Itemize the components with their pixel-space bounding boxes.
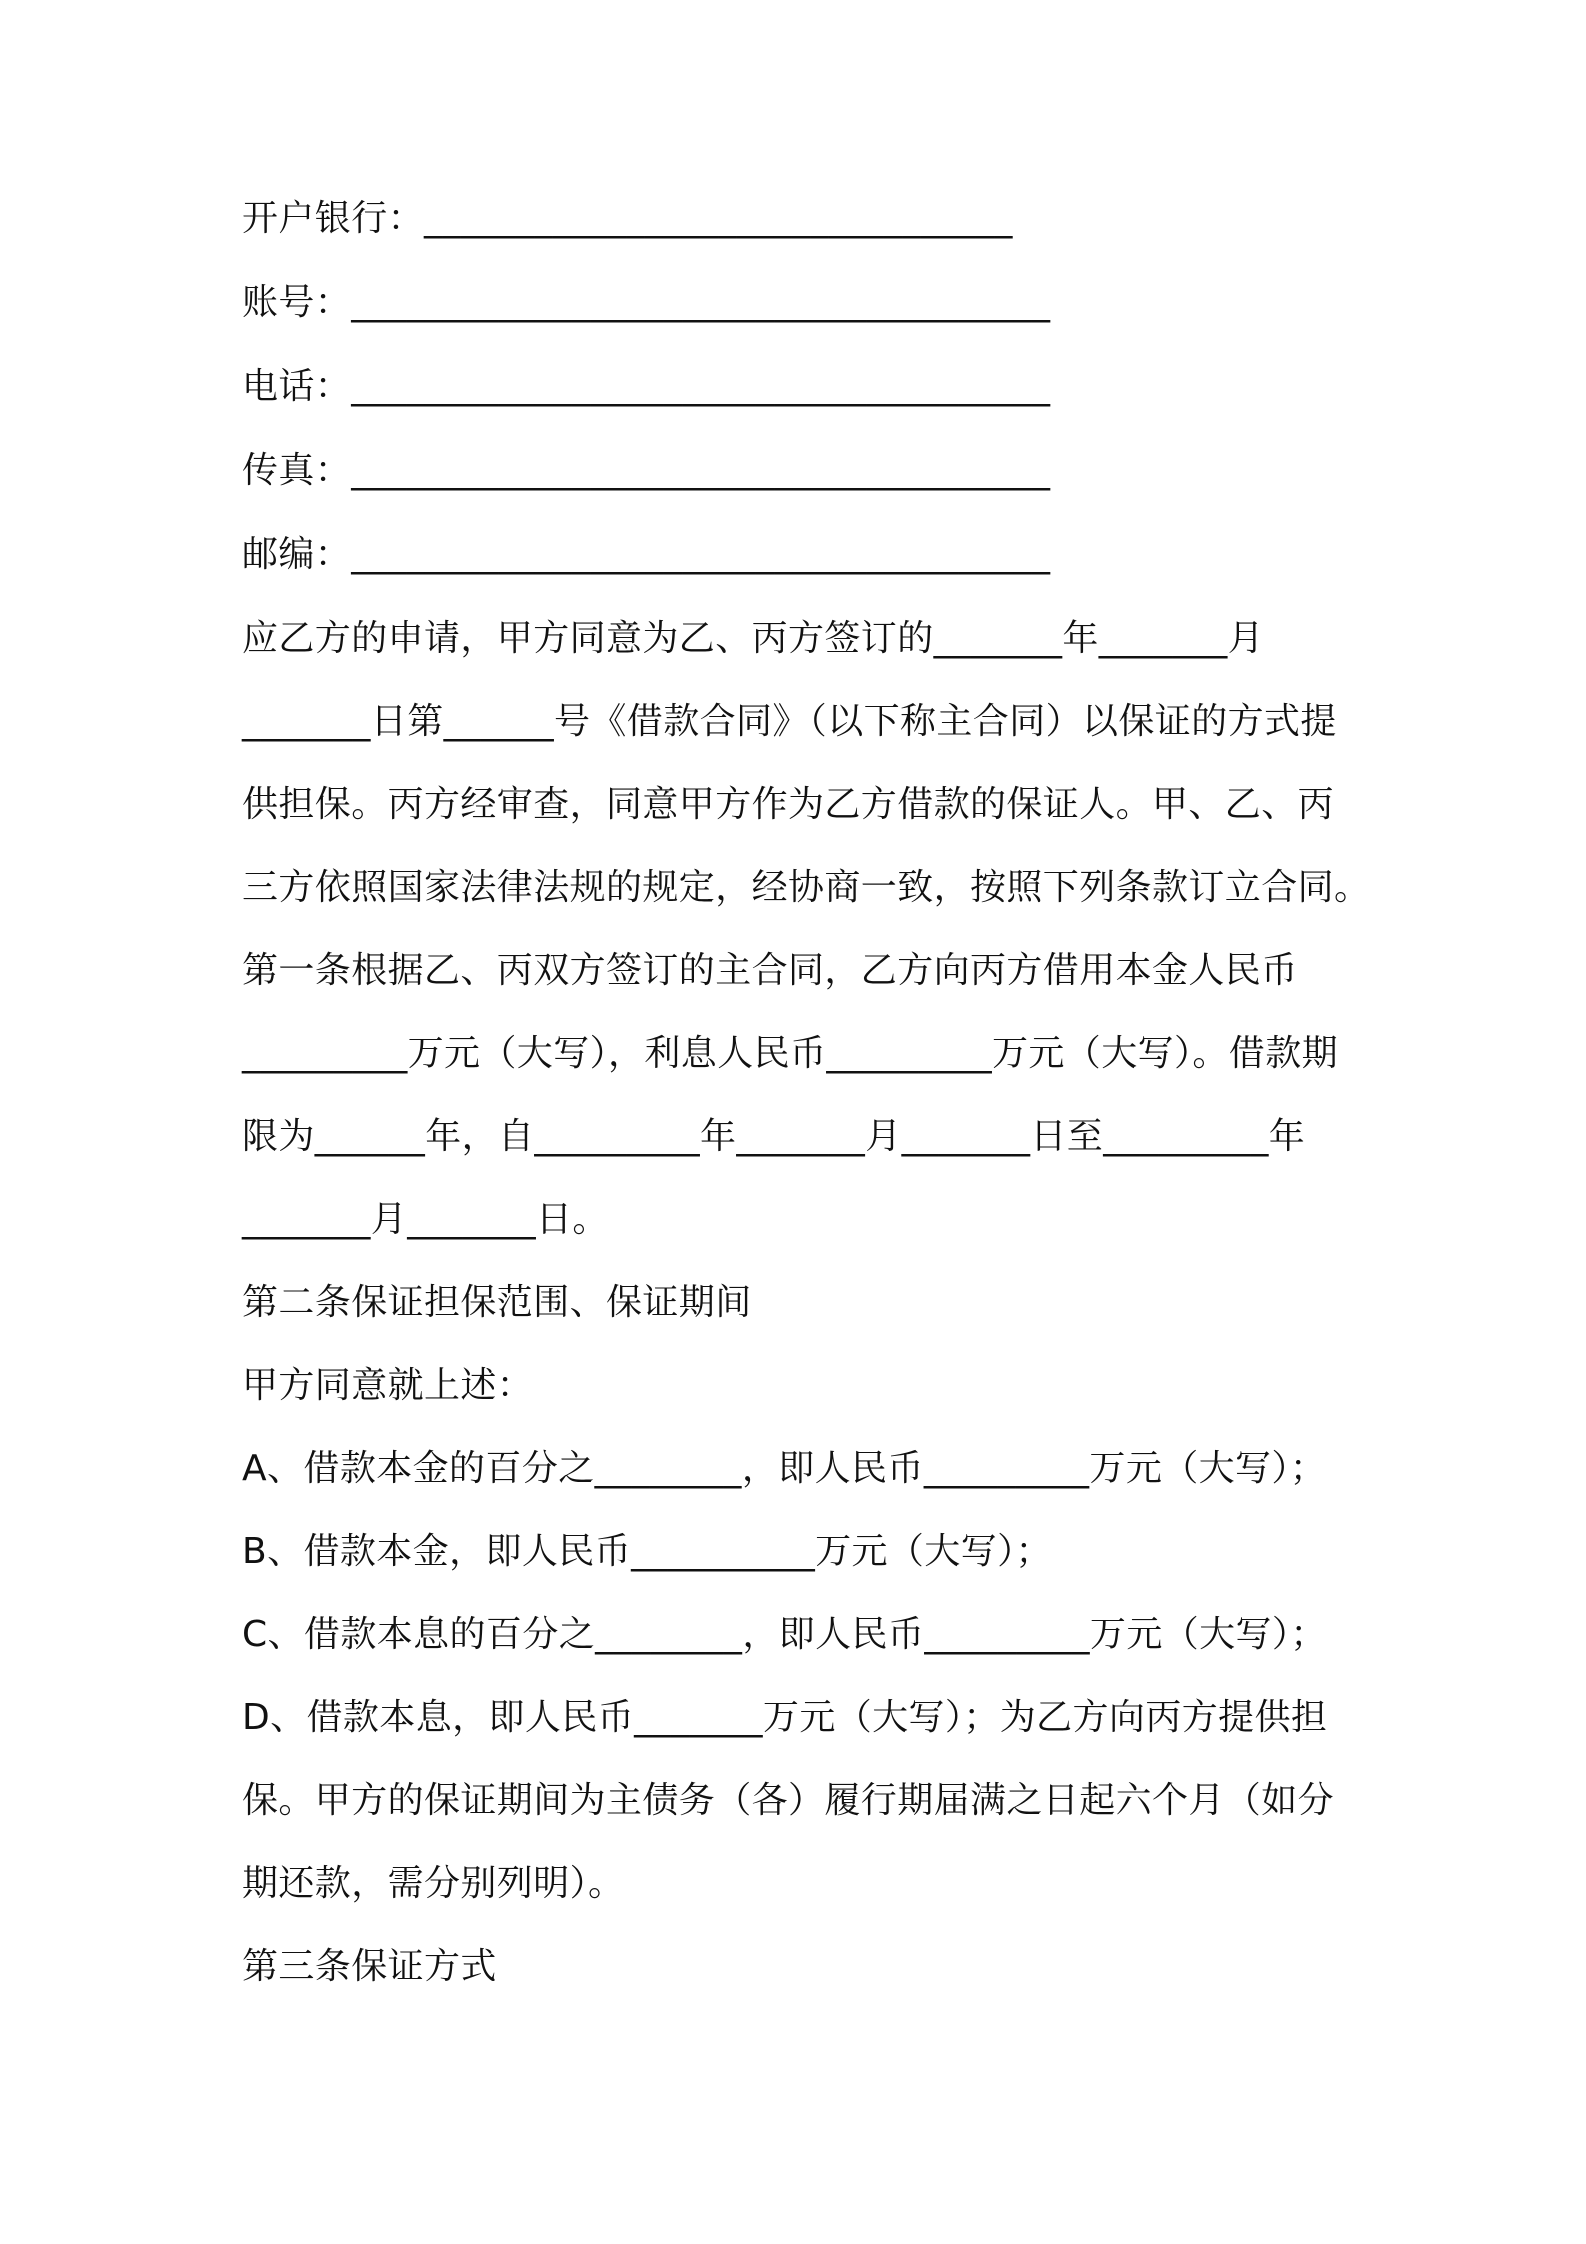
account-label: 账号：	[242, 282, 352, 323]
article2-item: D、借款本息，即人民币_______万元（大写）；为乙方向丙方提供担	[242, 1697, 1328, 1738]
document-body	[242, 196, 1371, 2027]
article1-line: _______月_______日。	[242, 1199, 609, 1240]
account-blank: ______________________________________	[351, 282, 1051, 323]
article2-item: B、借款本金，即人民币__________万元（大写）；	[242, 1531, 1052, 1572]
bank-field	[242, 196, 1367, 280]
article2-item: C、借款本息的百分之________，即人民币_________万元（大写）；	[242, 1614, 1327, 1655]
postcode-field	[242, 532, 1367, 616]
preamble-line: 供担保。丙方经审查，同意甲方作为乙方借款的保证人。甲、乙、丙	[242, 784, 1335, 825]
article2-title: 第二条保证担保范围、保证期间	[242, 1282, 752, 1323]
phone-blank: ______________________________________	[351, 366, 1051, 407]
article1-line: _________万元（大写），利息人民币_________万元（大写）。借款期	[242, 1033, 1339, 1074]
postcode-blank: ______________________________________	[351, 534, 1051, 575]
bank-blank: ________________________________	[424, 198, 1013, 239]
article2-item: A、借款本金的百分之________，即人民币_________万元（大写）；	[242, 1448, 1327, 1489]
article1-line: 限为______年，自_________年_______月_______日至_________年	[242, 1116, 1306, 1157]
postcode-label: 邮编：	[242, 534, 352, 575]
preamble-line: 三方依照国家法律法规的规定，经协商一致，按照下列条款订立合同。	[242, 867, 1371, 908]
article2-item: 期还款，需分别列明）。	[242, 1863, 625, 1904]
article2-item: 保。甲方的保证期间为主债务（各）履行期届满之日起六个月（如分	[242, 1780, 1335, 1821]
article1-line: 第一条根据乙、丙双方签订的主合同，乙方向丙方借用本金人民币	[242, 950, 1298, 991]
phone-field	[242, 364, 1367, 448]
fax-field	[242, 448, 1367, 532]
preamble-line: 应乙方的申请，甲方同意为乙、丙方签订的_______年_______月	[242, 618, 1265, 659]
phone-label: 电话：	[242, 366, 352, 407]
fax-label: 传真：	[242, 450, 352, 491]
bank-label: 开户银行：	[242, 198, 425, 239]
account-field	[242, 280, 1367, 364]
article2-intro: 甲方同意就上述：	[242, 1365, 534, 1406]
fax-blank: ______________________________________	[351, 450, 1051, 491]
article3-title: 第三条保证方式	[242, 1946, 497, 1987]
preamble-line: _______日第______号《借款合同》（以下称主合同）以保证的方式提	[242, 701, 1337, 742]
